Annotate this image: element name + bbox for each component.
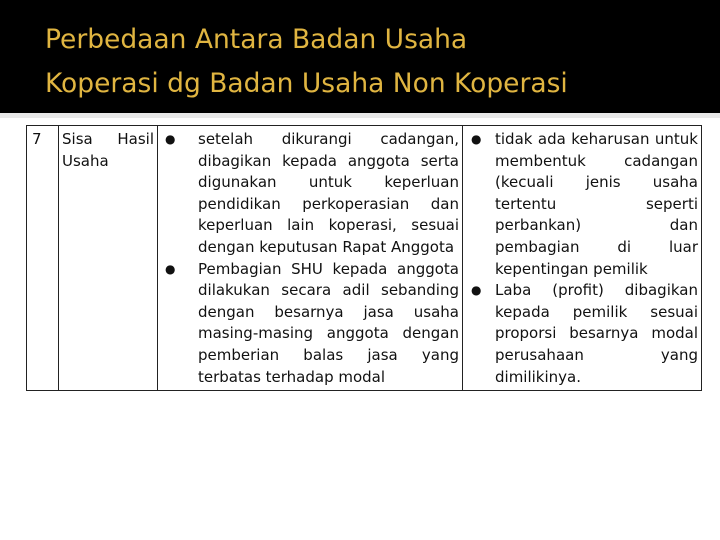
bullet-icon: ●	[165, 261, 176, 276]
list-item	[466, 129, 698, 280]
list-item	[161, 259, 459, 389]
non-koperasi-list	[466, 129, 698, 388]
row-item-cell	[59, 126, 158, 391]
row-item-label-line-1: Sisa Hasil	[62, 130, 154, 148]
title-divider	[0, 113, 720, 118]
bullet-icon: ●	[471, 132, 482, 146]
table-row	[27, 126, 702, 391]
row-item-label-line-2: Usaha	[62, 151, 109, 170]
list-item	[161, 129, 459, 259]
bullet-icon: ●	[471, 283, 482, 298]
non-koperasi-cell	[463, 126, 702, 391]
non-koperasi-point-1: tidak ada keharusan untuk membentuk cadangan (kecuali jenis usaha tertentu seperti perbankan) dan pembagian di luar kepentingan pemilik	[495, 130, 698, 278]
page-title-line-1: Perbedaan Antara Badan Usaha	[45, 24, 468, 55]
bullet-icon: ●	[165, 132, 176, 146]
koperasi-list	[161, 129, 459, 388]
koperasi-point-1: setelah dikurangi cadangan, dibagikan kepada anggota serta digunakan untuk keperluan pendidikan perkoperasian dan keperluan lain koperasi, sesuai dengan keputusan Rapat Anggota	[198, 130, 459, 256]
koperasi-point-2: Pembagian SHU kepada anggota dilakukan secara adil sebanding dengan besarnya jasa usaha masing-masing anggota dengan pemberian balas jasa yang terbatas terhadap modal	[198, 259, 459, 386]
row-number: 7	[27, 126, 59, 391]
list-item	[466, 280, 698, 388]
koperasi-cell	[158, 126, 463, 391]
non-koperasi-point-2: Laba (profit) dibagikan kepada pemilik sesuai proporsi besarnya modal perusahaan yang dimilikinya.	[495, 281, 698, 386]
comparison-table	[26, 125, 702, 391]
page-title-line-2: Koperasi dg Badan Usaha Non Koperasi	[45, 68, 568, 99]
title-bar	[0, 0, 720, 113]
